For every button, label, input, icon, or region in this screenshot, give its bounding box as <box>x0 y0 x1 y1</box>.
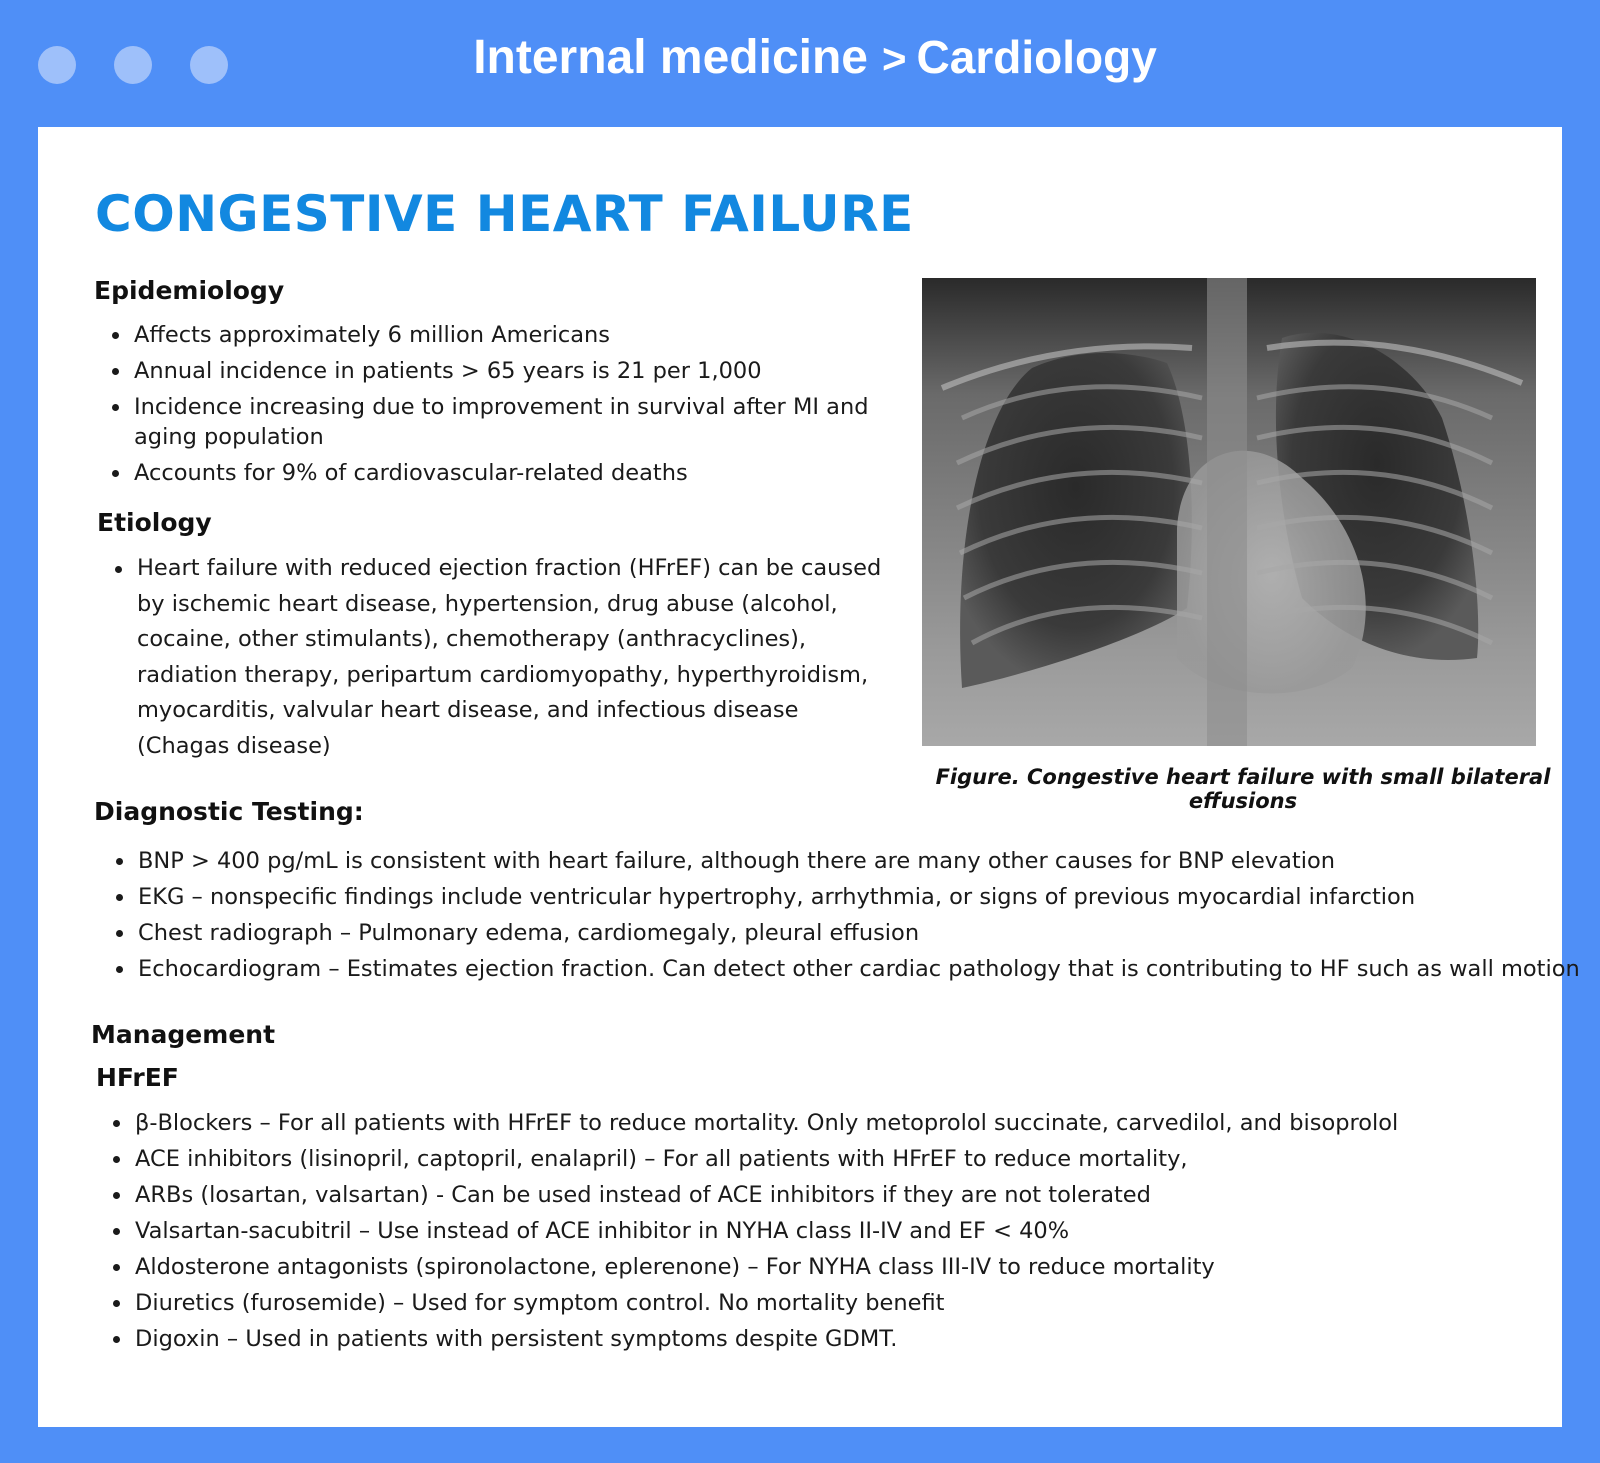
diagnostic-list <box>100 843 1580 987</box>
list-item: Incidence increasing due to improvement in survival after MI and aging population <box>96 392 886 452</box>
list-item: Aldosterone antagonists (spironolactone, eplerenone) – For NYHA class III-IV to reduce mortality <box>97 1249 1517 1285</box>
list-item: ARBs (losartan, valsartan) - Can be used instead of ACE inhibitors if they are not tolerated <box>97 1177 1517 1213</box>
breadcrumb-separator: > <box>882 35 907 82</box>
epidemiology-list <box>96 320 886 494</box>
list-item: Heart failure with reduced ejection fraction (HFrEF) can be caused by ischemic heart disease, hypertension, drug abuse (alcohol, cocaine, other stimulants), chemotherapy (anthracyclines), radiation therapy, peripartum cardiomyopathy, hyperthyroidism, myocarditis, valvular heart disease, and infectious disease (Chagas disease) <box>99 551 889 764</box>
list-item: Echocardiogram – Estimates ejection fraction. Can detect other cardiac pathology that is contributing to HF such as wall motion <box>100 951 1560 987</box>
epidemiology-heading: Epidemiology <box>94 276 285 305</box>
list-item: Annual incidence in patients > 65 years is 21 per 1,000 <box>96 356 886 386</box>
document-panel <box>38 127 1580 1427</box>
breadcrumb-current: Cardiology <box>916 31 1157 83</box>
list-item: Valsartan-sacubitril – Use instead of ACE inhibitor in NYHA class II-IV and EF < 40% <box>97 1213 1517 1249</box>
diagnostic-heading: Diagnostic Testing: <box>94 797 364 826</box>
list-item: Diuretics (furosemide) – Used for symptom control. No mortality benefit <box>97 1285 1517 1321</box>
breadcrumb <box>0 30 1600 85</box>
hfref-subheading: HFrEF <box>96 1063 179 1092</box>
list-item: β-Blockers – For all patients with HFrEF to reduce mortality. Only metoprolol succinate, carvedilol, and bisoprolol <box>97 1105 1517 1141</box>
etiology-list <box>99 551 889 764</box>
list-item: BNP > 400 pg/mL is consistent with heart failure, although there are many other causes for BNP elevation <box>100 843 1560 879</box>
chest-xray-image <box>922 278 1536 746</box>
list-item: Chest radiograph – Pulmonary edema, cardiomegaly, pleural effusion <box>100 915 1560 951</box>
list-item: ACE inhibitors (lisinopril, captopril, enalapril) – For all patients with HFrEF to reduce mortality, <box>97 1141 1517 1177</box>
list-item: Affects approximately 6 million Americans <box>96 320 886 350</box>
list-item: Digoxin – Used in patients with persistent symptoms despite GDMT. <box>97 1321 1517 1357</box>
management-heading: Management <box>91 1020 276 1049</box>
management-list <box>97 1105 1517 1357</box>
etiology-heading: Etiology <box>97 508 212 537</box>
list-item: Accounts for 9% of cardiovascular-related deaths <box>96 458 886 488</box>
page-title: CONGESTIVE HEART FAILURE <box>95 185 914 243</box>
list-item: EKG – nonspecific findings include ventricular hypertrophy, arrhythmia, or signs of previous myocardial infarction <box>100 879 1560 915</box>
breadcrumb-section[interactable]: Internal medicine <box>473 31 868 84</box>
figure-caption: Figure. Congestive heart failure with small bilateral effusions <box>935 765 1551 813</box>
